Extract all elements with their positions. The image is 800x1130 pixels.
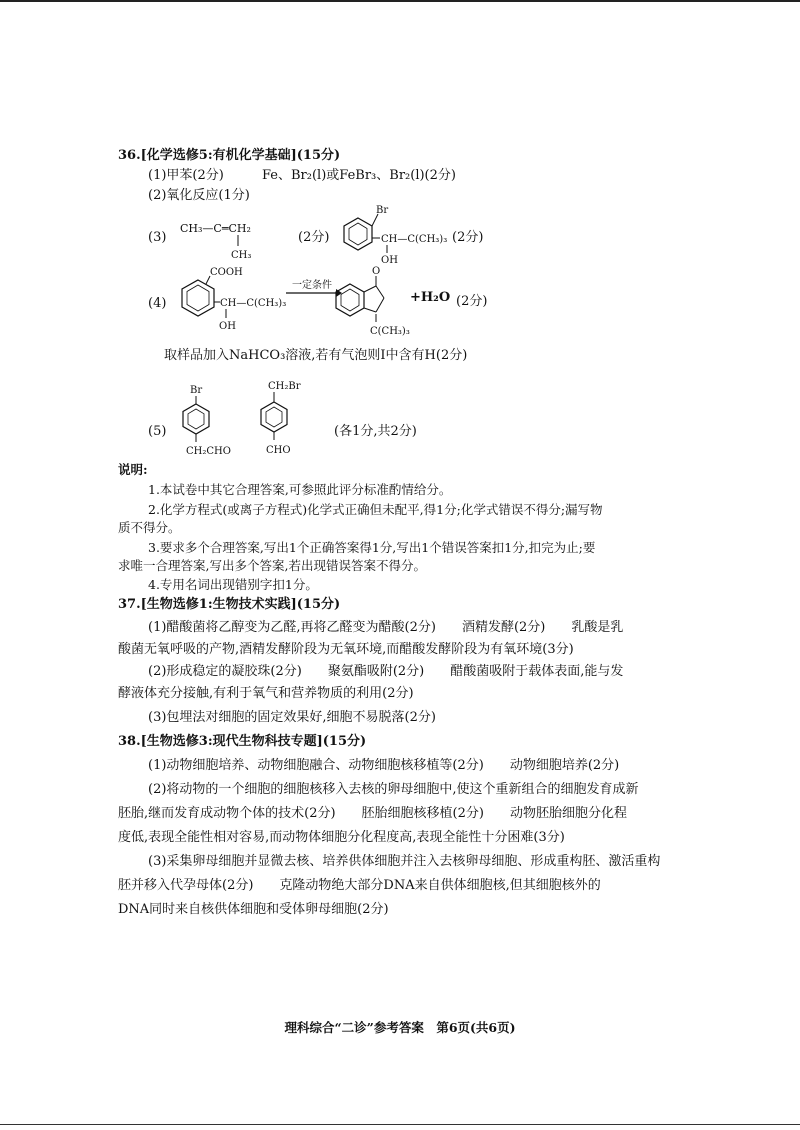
note-3a: 3.要求多个合理答案,写出1个正确答案得1分,写出1个错误答案扣1分,扣完为止;要 — [148, 540, 596, 555]
isomer-b-cho: CHO — [266, 445, 291, 456]
isobutene-structure — [178, 212, 288, 262]
note-2a: 2.化学方程式(或离子方程式)化学式正确但未配平,得1分;化学式错误不得分;漏写物 — [148, 502, 603, 517]
q36-title: 36.[化学选修5:有机化学基础](15分) — [118, 148, 341, 163]
lactone-structure — [330, 262, 420, 338]
note-1: 1.本试卷中其它合理答案,可参照此评分标准酌情给分。 — [148, 482, 452, 497]
q36-part5-score: (各1分,共2分) — [334, 424, 417, 439]
bromo-alcohol-br: Br — [376, 205, 389, 216]
lactone-carbonyl-o: O — [372, 266, 381, 277]
water-product: +H₂O — [410, 290, 451, 305]
isomer-a-structure — [178, 382, 250, 458]
q37-line3: (2)形成稳定的凝胶珠(2分) 聚氨酯吸附(2分) 醋酸菌吸附于载体表面,能与发 — [148, 664, 624, 679]
isobutene-main: CH₃—C═CH₂ — [180, 222, 251, 235]
isobutene-methyl: CH₃ — [231, 250, 252, 261]
page-footer: 理科综合“二诊”参考答案 第6页(共6页) — [284, 1020, 516, 1035]
q36-part2: (2)氧化反应(1分) — [148, 188, 250, 203]
q38-line2: (2)将动物的一个细胞的细胞核移入去核的卵母细胞中,使这个重新组合的细胞发育成新 — [148, 782, 639, 797]
q36-part4-test: 取样品加入NaHCO₃溶液,若有气泡则Ⅰ中含有H(2分) — [164, 348, 468, 363]
q36-part3-score2: (2分) — [452, 230, 484, 245]
q36-part1-reagents: Fe、Br₂(l)或FeBr₃、Br₂(l)(2分) — [262, 168, 456, 183]
q36-part4-score: (2分) — [456, 294, 488, 309]
bottom-border — [0, 1124, 800, 1125]
note-4: 4.专用名词出现错别字扣1分。 — [148, 577, 318, 592]
q37-line1: (1)醋酸菌将乙醇变为乙醛,再将乙醛变为醋酸(2分) 酒精发酵(2分) 乳酸是乳 — [148, 620, 624, 635]
lactone-tbutyl: C(CH₃)₃ — [370, 326, 410, 337]
hydroxy-acid-structure — [176, 262, 286, 334]
q37-line5: (3)包埋法对细胞的固定效果好,细胞不易脱落(2分) — [148, 710, 436, 725]
q36-part4-label: (4) — [148, 296, 167, 311]
q36-part3-label: (3) — [148, 230, 167, 245]
q36-part5-label: (5) — [148, 424, 167, 439]
isomer-b-structure — [254, 376, 326, 460]
q38-line1: (1)动物细胞培养、动物细胞融合、动物细胞核移植等(2分) 动物细胞培养(2分) — [148, 758, 620, 773]
q38-title: 38.[生物选修3:现代生物科技专题](15分) — [118, 734, 367, 749]
q37-title: 37.[生物选修1:生物技术实践](15分) — [118, 597, 341, 612]
hydroxy-acid-cooh: COOH — [210, 267, 243, 278]
q38-line7: DNA同时来自核供体细胞和受体卵母细胞(2分) — [118, 902, 389, 917]
hydroxy-acid-chain: CH—C(CH₃)₃ — [220, 298, 286, 309]
q38-line6: 胚并移入代孕母体(2分) 克隆动物绝大部分DNA来自供体细胞核,但其细胞核外的 — [118, 878, 601, 893]
reaction-condition: 一定条件 — [292, 280, 332, 291]
note-2b: 质不得分。 — [118, 520, 181, 535]
q36-part1-answer: (1)甲苯(2分) — [148, 168, 224, 183]
q37-line4: 酵液体充分接触,有利于氧气和营养物质的利用(2分) — [118, 686, 414, 701]
isomer-a-ch2cho: CH₂CHO — [186, 446, 231, 457]
hydroxy-acid-oh: OH — [219, 321, 236, 332]
note-3b: 求唯一合理答案,写出多个答案,若出现错误答案不得分。 — [118, 558, 426, 573]
isomer-a-br: Br — [190, 385, 203, 396]
q38-line4: 度低,表现全能性相对容易,而动物体细胞分化程度高,表现全能性十分困难(3分) — [118, 830, 565, 845]
notes-title: 说明: — [118, 462, 148, 477]
bromo-alcohol-oh: OH — [381, 255, 398, 266]
bromo-alcohol-chain: CH—C(CH₃)₃ — [381, 234, 448, 245]
q38-line5: (3)采集卵母细胞并显微去核、培养供体细胞并注入去核卵母细胞、形成重构胚、激活重构 — [148, 854, 661, 869]
isomer-b-ch2br: CH₂Br — [268, 381, 301, 392]
q36-part3-score1: (2分) — [298, 230, 330, 245]
top-border — [0, 0, 800, 2]
q38-line3: 胚胎,继而发育成动物个体的技术(2分) 胚胎细胞核移植(2分) 动物胚胎细胞分化程 — [118, 806, 627, 821]
q37-line2: 酸菌无氧呼吸的产物,酒精发酵阶段为无氧环境,而醋酸发酵阶段为有氧环境(3分) — [118, 642, 574, 657]
